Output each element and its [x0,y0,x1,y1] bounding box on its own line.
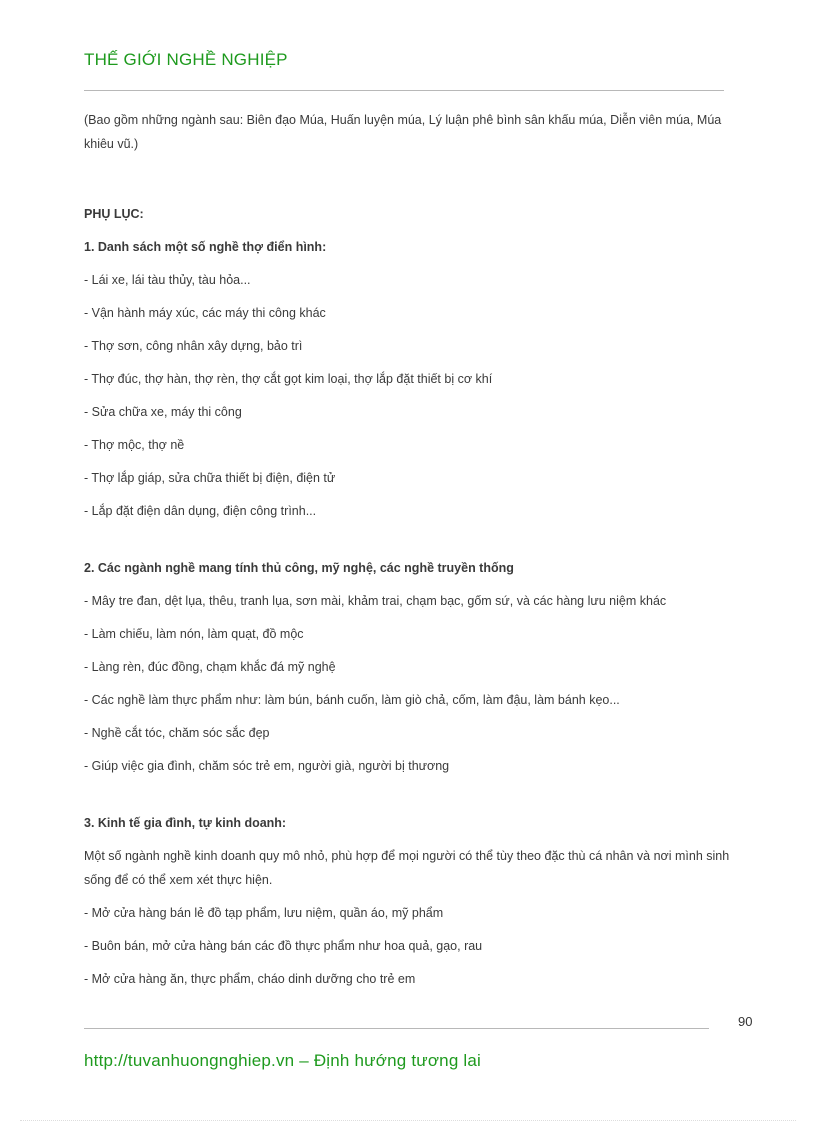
footer-divider [84,1028,709,1029]
page-content [84,108,749,991]
page-number: 90 [738,1014,753,1029]
list-item: - Thợ lắp giáp, sửa chữa thiết bị điện, điện tử [84,471,336,485]
list-item: - Các nghề làm thực phẩm như: làm bún, bánh cuốn, làm giò chả, cốm, làm đậu, làm bánh kẹo... [84,693,620,707]
list-item: - Buôn bán, mở cửa hàng bán các đồ thực phẩm như hoa quả, gạo, rau [84,939,483,953]
list-item: - Mở cửa hàng bán lẻ đồ tạp phẩm, lưu niệm, quần áo, mỹ phẩm [84,906,444,920]
list-item: - Làm chiếu, làm nón, làm quạt, đồ mộc [84,627,304,641]
list-item: - Lái xe, lái tàu thủy, tàu hỏa... [84,273,251,287]
footer-website-link[interactable]: http://tuvanhuongnghiep.vn – Định hướng tương lai [84,1051,482,1070]
list-item: - Nghề cắt tóc, chăm sóc sắc đẹp [84,726,270,740]
list-item: - Thợ sơn, công nhân xây dựng, bảo trì [84,339,303,353]
list-item: - Thợ mộc, thợ nề [84,438,185,452]
appendix-title: PHỤ LỤC: [84,207,144,221]
page-header-title: THẾ GIỚI NGHỀ NGHIỆP [84,50,288,69]
intro-paragraph: (Bao gồm những ngành sau: Biên đạo Múa, Huấn luyện múa, Lý luận phê bình sân khấu múa, Diễn viên múa, Múa khiêu vũ.) [84,113,722,151]
list-item: - Làng rèn, đúc đồng, chạm khắc đá mỹ nghệ [84,660,336,674]
list-item: - Sửa chữa xe, máy thi công [84,405,242,419]
section-1-list [84,268,749,523]
section-1-heading: 1. Danh sách một số nghề thợ điển hình: [84,240,327,254]
list-item: - Mở cửa hàng ăn, thực phẩm, cháo dinh dưỡng cho trẻ em [84,972,416,986]
section-3-heading: 3. Kinh tế gia đình, tự kinh doanh: [84,816,287,830]
list-item: - Thợ đúc, thợ hàn, thợ rèn, thợ cắt gọt kim loại, thợ lắp đặt thiết bị cơ khí [84,372,493,386]
list-item: - Vận hành máy xúc, các máy thi công khác [84,306,326,320]
list-item: - Mây tre đan, dệt lụa, thêu, tranh lụa, sơn mài, khảm trai, chạm bạc, gốm sứ, và các hàng lưu niệm khác [84,594,667,608]
list-item: - Giúp việc gia đình, chăm sóc trẻ em, người già, người bị thương [84,759,450,773]
section-3-list [84,901,749,991]
page-bottom-dotted-border [20,1120,796,1121]
list-item: - Lắp đặt điện dân dụng, điện công trình... [84,504,317,518]
header-divider [84,90,724,91]
section-2-list [84,589,749,778]
section-3-paragraph: Một số ngành nghề kinh doanh quy mô nhỏ, phù hợp để mọi người có thể tùy theo đặc thù cá nhân và nơi mình sinh sống để có thể xem xét thực hiện. [84,849,730,887]
section-2-heading: 2. Các ngành nghề mang tính thủ công, mỹ nghệ, các nghề truyền thống [84,561,514,575]
